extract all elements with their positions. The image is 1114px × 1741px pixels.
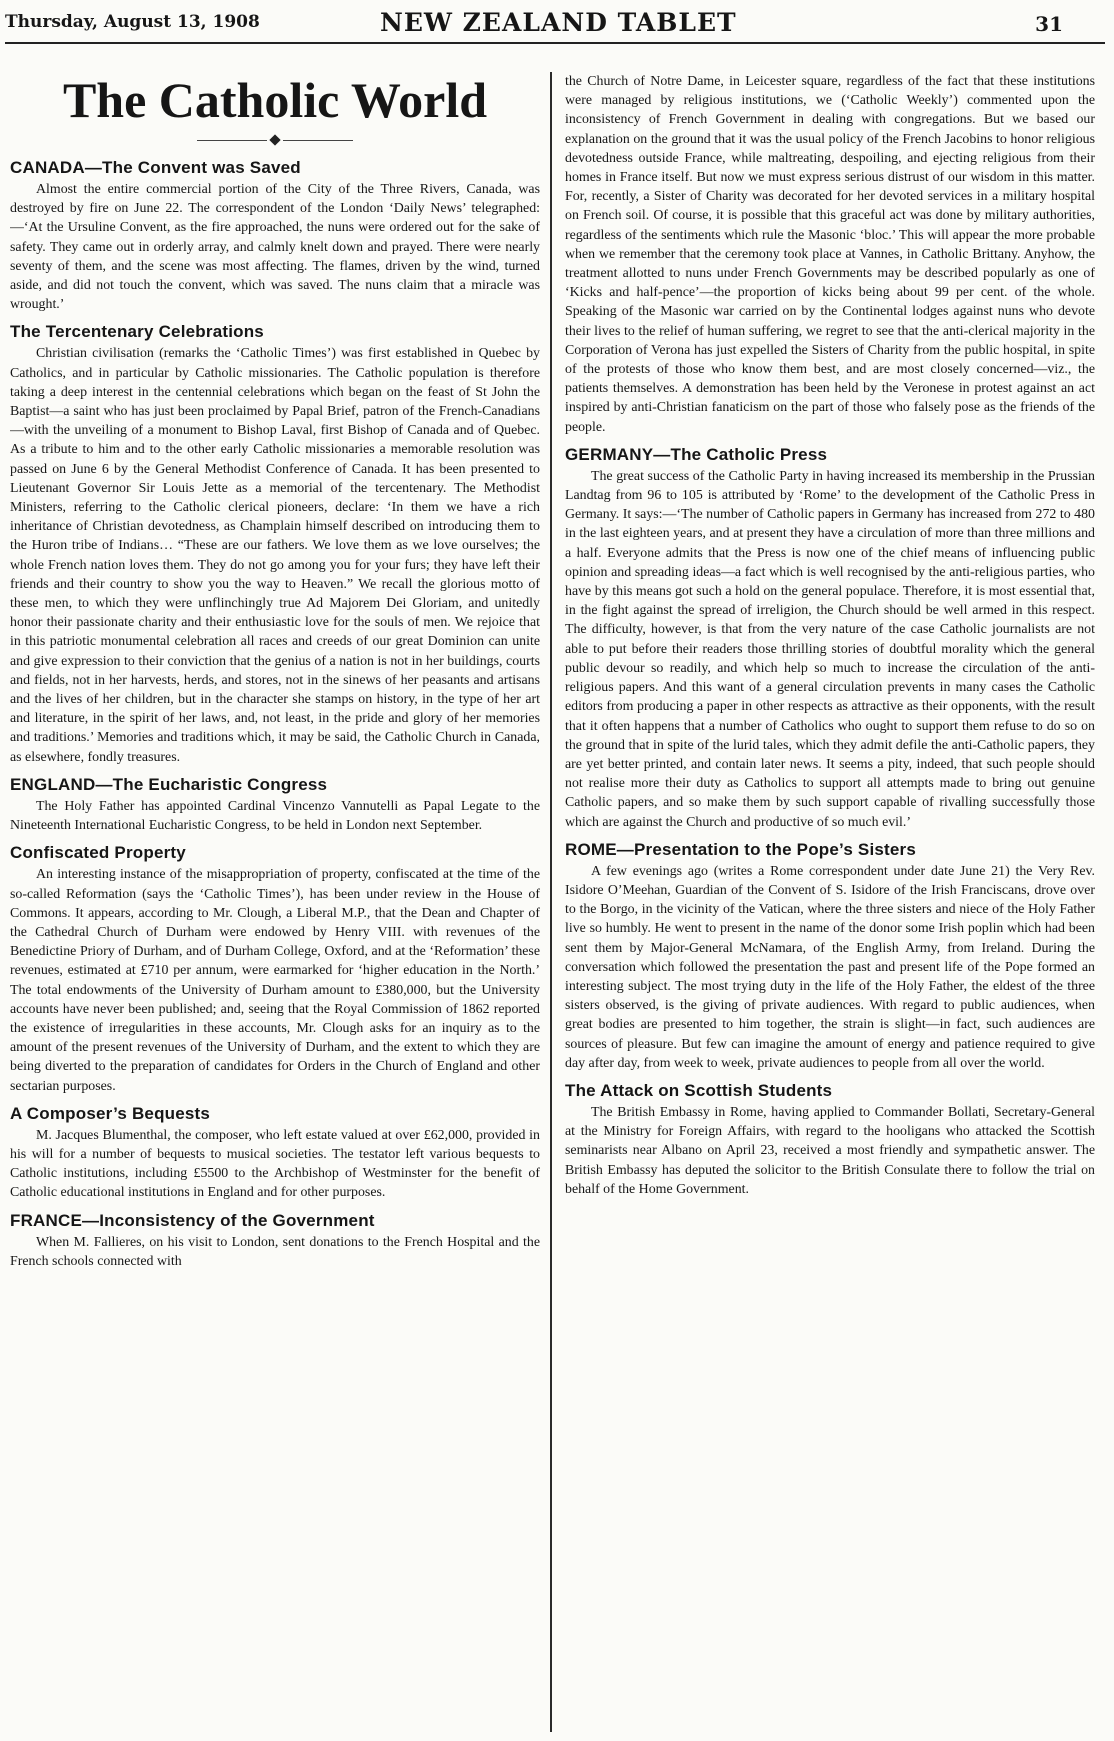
canada-heading: CANADA—The Convent was Saved	[10, 158, 301, 177]
canada-article: Almost the entire commercial portion of the City of the Three Rivers, Canada, was destroyed by fire on June 22. The correspondent of the London ‘Daily News’ telegraphed:—‘At the Ursuline Convent, as the fire approached, the nuns were ordered out for the sake of safety. They came out in orderly array, and calmly knelt down and prayed. There were nearly seventy of them, and the scene was most affecting. The flames, driven by the wind, turned aside, and did not touch the convent, which was saved. The nuns claim that a miracle was wrought.’	[10, 182, 540, 313]
tercentenary-article: Christian civilisation (remarks the ‘Catholic Times’) was first established in Quebec by Catholics, and in particular by Catholic missionaries. The Catholic population is therefore taking a deep interest in the centennial celebrations which began on the feast of St John the Baptist—a saint who has just been proclaimed by Papal Brief, patron of the French-Canadians—with the unveiling of a monument to Bishop Laval, first Bishop of Canada and of Quebec. As a tribute to him and to the other early Catholic missionaries a memorable resolution was passed on June 6 by the General Methodist Conference of Canada. It has been presented to Lieutenant Governor Sir Louis Jette as a memorial of the tercentenary. The Methodist Ministers, referring to the Catholic clerical pioneers, declare: ‘In them we have a rich inheritance of Christian devotedness, as Champlain himself described on introducing them to the Huron tribe of Indians… “These are our fathers. We love them as we love ourselves; the whole French nation loves them. They do not go among you for your furs; they have left their friends and their country to show you the way to Heaven.” We recall the glorious motto of these men, to which they were unflinchingly true Ad Majorem Dei Gloriam, and unitedly honor their passionate charity and their enthusiastic love for the souls of men. We rejoice that in this patriotic monumental celebration all races and creeds of our great Dominion can unite and give expression to their conviction that the genius of a nation is not in her buildings, courts and fields, not in her harvests, herds, and stores, not in the sinews of her peasants and artisans and the lives of her children, but in the character she stamps on history, in the type of her art and literature, in the spirit of her laws, and, not least, in the pride and glory of her memories and traditions.’ Memories and traditions which, it may be said, the Catholic Church in Canada, as elsewhere, fondly treasures.	[10, 346, 540, 765]
composer-heading: A Composer’s Bequests	[10, 1103, 211, 1123]
confiscated-article: An interesting instance of the misappropriation of property, confiscated at the time of the so-called Reformation (says the ‘Catholic Times’), has been under review in the House of Commons. It appears, according to Mr. Clough, a Liberal M.P., that the Dean and Chapter of the Cathedral Church of Durham were endowed by Henry VIII. with revenues of the Benedictine Priory of Durham, and of Durham College, Oxford, and at the ‘Reformation’ these revenues, estimated at £710 per annum, were earmarked for ‘higher education in the North.’ The total endowments of the University of Durham amount to £380,000, but the University accounts have never been published; and, seeing that the Royal Commission of 1862 reported the existence of irregularities in these accounts, Mr. Clough asks for an inquiry as to the amount of the present revenues of the University of Durham, and the extent to which they are being diverted to the preparation of candidates for Orders in the Church of England and other sectarian purposes.	[10, 867, 540, 1094]
page-title: The Catholic World	[62, 72, 488, 128]
column-divider	[550, 72, 552, 1732]
france-article-continued: the Church of Notre Dame, in Leicester square, regardless of the fact that these institutions were managed by religious institutions, we (‘Catholic Weekly’) commented upon the inconsistency of French Government in dealing with congregations. But we based our explanation on the ground that it was the usual policy of the French Jacobins to honor religious devotedness outside France, while maltreating, despoiling, and ejecting religious from their homes in France itself. But now we must express serious distrust of our wisdom in this matter. For, recently, a Sister of Charity was decorated for her devoted services in a military hospital on French soil. Of course, it is possible that this graceful act was done by military authorities, regardless of the sentiments which rule the Masonic ‘bloc.’ This will appear the more probable when we remember that the ceremony took place at Vannes, in Catholic Brittany. Anyhow, the treatment allotted to nuns under French Governments may be described popularly as one of ‘Kicks and half-pence’—the proportion of kicks being about 99 per cent. of the whole. Speaking of the Masonic war carried on by the Continental lodges against nuns who devote their lives to the relief of human suffering, we regret to see that the anti-clerical majority in the Corporation of Verona has just expelled the Sisters of Charity from the public hospital, in spite of the protests of those who know them best, and are most closely concerned—viz., the patients themselves. A demonstration has been held by the Veronese in protest against an act inspired by anti-Christian fanaticism on the part of those who falsely pose as the friends of the people.	[565, 74, 1095, 435]
right-column	[565, 72, 1095, 1732]
scottish-article: The British Embassy in Rome, having applied to Commander Bollati, Secretary-General at the Ministry for Foreign Affairs, with regard to the hooligans who attacked the Scottish seminarists near Albano on April 23, received a most friendly and sympathetic answer. The British Embassy has deputed the solicitor to the British Consulate there to follow the trial on behalf of the Home Government.	[565, 1104, 1095, 1197]
confiscated-heading: Confiscated Property	[10, 843, 186, 863]
england-heading: ENGLAND—The Eucharistic Congress	[10, 774, 328, 794]
publication-title: NEW ZEALAND TABLET	[380, 8, 737, 37]
france-article: When M. Fallieres, on his visit to London, sent donations to the French Hospital and the French schools connected with	[10, 1234, 540, 1269]
england-article: The Holy Father has appointed Cardinal Vincenzo Vannutelli as Papal Legate to the Nineteenth International Eucharistic Congress, to be held in London next September.	[10, 798, 540, 834]
france-heading: FRANCE—Inconsistency of the Government	[10, 1210, 375, 1230]
issue-date: Thursday, August 13, 1908	[5, 12, 260, 32]
rome-article: A few evenings ago (writes a Rome correspondent under date June 21) the Very Rev. Isidore O’Meehan, Guardian of the Convent of S. Isidore of the Irish Franciscans, drove over to the Borgo, in the vicinity of the Vatican, where the three sisters and niece of the Holy Father live so humbly. He went to present in the name of the donor some Irish poplin which had been sent them by Major-General McNamara, of the English Army, from Ireland. During the conversation which followed the presentation the past and present life of the Pope formed an interesting subject. The most trying duty in the life of the Holy Father, the eldest of the three sisters observed, is the giving of private audiences. With regard to public audiences, when great bodies are presented to him together, the strain is slight—in fact, such audiences are sources of pleasure. But few can imagine the amount of energy and patience required to give day after day, from week to week, private audiences to people from all over the world.	[565, 863, 1095, 1071]
scottish-heading: The Attack on Scottish Students	[565, 1080, 833, 1100]
rome-heading: ROME—Presentation to the Pope’s Sisters	[565, 839, 917, 859]
left-column	[10, 72, 540, 1732]
title-ornament	[10, 134, 540, 146]
germany-heading: GERMANY—The Catholic Press	[565, 444, 828, 464]
masthead	[5, 6, 1105, 44]
diamond-icon	[269, 134, 280, 145]
ornament-rule-left	[197, 140, 267, 141]
page-number: 31	[1035, 12, 1063, 36]
tercentenary-heading: The Tercentenary Celebrations	[10, 322, 264, 342]
germany-article: The great success of the Catholic Party in having increased its membership in the Prussian Landtag from 96 to 105 is attributed by ‘Rome’ to the development of the Catholic Press in Germany. It says:—‘The number of Catholic papers in Germany has increased from 272 to 480 in the last eighteen years, and at present they have a circulation of more than three millions and a half. Everyone admits that the Press is now one of the chief means of influencing public opinion and spreading ideas—a fact which is well recognised by the anti-religious parties, who have by this means got such a hold on the general populace. Therefore, it is most essential that, in the fight against the spread of irreligion, the Church should be well armed in this respect. The difficulty, however, is that from the very nature of the case Catholic journalists are not able to put before their readers those thrilling stories of doubtful morality which the general public devour so readily, and which help so much to increase the circulation of the anti-religious papers. And this want of a general circulation prevents in many cases the Catholic editors from producing a paper in other respects as attractive as their opponents, with the result that it often happens that a number of Catholics who ought to support them refuse to do so on the ground that in spite of the lurid tales, which they admit defile the anti-Catholic papers, they are yet better printed, and contain later news. It seems a pity, indeed, that such people should not realise more their duty as Catholics to support all attempts made to bring out genuine Catholic papers, and so make them by such support capable of rivalling successfully those which are against the Church and productive of so much evil.’	[565, 468, 1095, 830]
ornament-rule-right	[283, 140, 353, 141]
composer-article: M. Jacques Blumenthal, the composer, who left estate valued at over £62,000, provided in his will for a number of bequests to musical societies. The testator left various bequests to Catholic institutions, including £5500 to the Archbishop of Westminster for the benefit of Catholic educational institutions in England and for other purposes.	[10, 1127, 540, 1201]
